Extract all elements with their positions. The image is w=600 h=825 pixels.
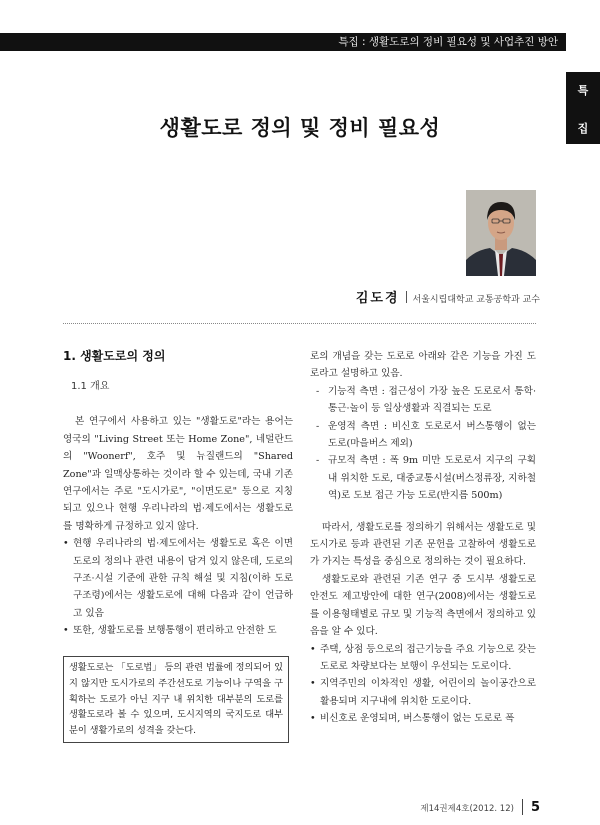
author-line [300, 287, 540, 306]
right-column [310, 348, 536, 728]
bullet-item: • 또한, 생활도로를 보행통행이 편리하고 안전한 도 [63, 622, 293, 639]
body-paragraph: 본 연구에서 사용하고 있는 "생활도로"라는 용어는 영국의 "Living Street 또는 Home Zone", 네덜란드의 "Woonerf", 호주 및 뉴질랜드의 "Shared Zone"과 일맥상통하는 것이라 할 수 있는데, 국내 기존 연구에서는 주로 "도시가로", "이면도로" 등으로 지칭되고 있으나 현행 우리나라의 법·제도에서는 생활도로를 명확하게 규정하고 있지 않다. [63, 416, 293, 532]
author-photo [466, 190, 536, 276]
dash-item: - 기능적 측면 : 접근성이 가장 높은 도로로서 통학·통근·놀이 등 일상생활과 직결되는 도로 [316, 383, 536, 418]
header-bar [0, 33, 566, 51]
footer-separator [522, 799, 523, 815]
body-paragraph: 로의 개념을 갖는 도로로 아래와 같은 기능을 가진 도로라고 설명하고 있음. [310, 351, 536, 380]
page-number: 5 [530, 800, 540, 815]
definition-callout-box: 생활도로는 「도로법」 등의 관련 법률에 정의되어 있지 않지만 도시가로의 주간선도로 기능이나 구역을 구획하는 도로가 아닌 지구 내 위치한 대부분의 도로를 생활도로라 볼 수 있으며, 도시지역의 국지도로 대부분이 생활가로의 성격을 갖는다. [63, 656, 289, 743]
body-paragraph: 따라서, 생활도로를 정의하기 위해서는 생활도로 및 도시가로 등과 관련된 기존 문헌을 고찰하여 생활도로가 가지는 특성을 중심으로 정의하는 것이 필요하다. [310, 521, 536, 568]
page-footer [380, 796, 540, 815]
side-tab-char: 특 [577, 84, 589, 97]
bullet-item: • 지역주민의 이차적인 생활, 어린이의 놀이공간으로 활용되며 지구내에 위치한 도로이다. [310, 675, 536, 710]
author-separator [406, 291, 407, 303]
dash-item: - 운영적 측면 : 비신호 도로로서 버스통행이 없는 도로(마을버스 제외) [316, 418, 536, 453]
author-name: 김도경 [355, 291, 400, 306]
body-paragraph: 생활도로와 관련된 기존 연구 중 도시부 생활도로 안전도 제고방안에 대한 연구(2008)에서는 생활도로를 이용형태별로 규모 및 기능적 측면에서 정의하고 있음을 알 수 있다. [310, 573, 536, 638]
article-title: 생활도로 정의 및 정비 필요성 [159, 116, 441, 140]
dash-item: - 규모적 측면 : 폭 9m 미만 도로로서 지구의 구획 내 위치한 도로, 대중교통시설(버스정류장, 지하철역)로 도보 접근 가능 도로(반지름 500m) [316, 452, 536, 504]
dotted-divider [63, 323, 536, 324]
bullet-item: • 현행 우리나라의 법·제도에서는 생활도로 혹은 이면도로의 정의나 관련 내용이 담겨 있지 않은데, 도로의 구조·시설 기준에 관한 규칙 해설 및 지침(이하 도로구조령)에서는 생활도로에 대해 다음과 같이 언급하고 있음 [63, 535, 293, 622]
section-heading: 1. 생활도로의 정의 [63, 349, 166, 363]
bullet-item: • 주택, 상점 등으로의 접근기능을 주요 기능으로 갖는 도로로 차량보다는 보행이 우선되는 도로이다. [310, 641, 536, 676]
header-label: 특집 : 생활도로의 정비 필요성 및 사업추진 방안 [338, 36, 558, 48]
author-affiliation: 서울시립대학교 교통공학과 교수 [412, 295, 540, 305]
subsection-heading: 1.1 개요 [71, 381, 110, 392]
side-tab-char: 집 [577, 122, 589, 135]
bullet-item: • 비신호로 운영되며, 버스통행이 없는 도로로 폭 [310, 710, 536, 727]
portrait-image [466, 190, 536, 276]
issue-label: 제14권제4호(2012. 12) [420, 804, 514, 814]
left-column [63, 348, 293, 640]
